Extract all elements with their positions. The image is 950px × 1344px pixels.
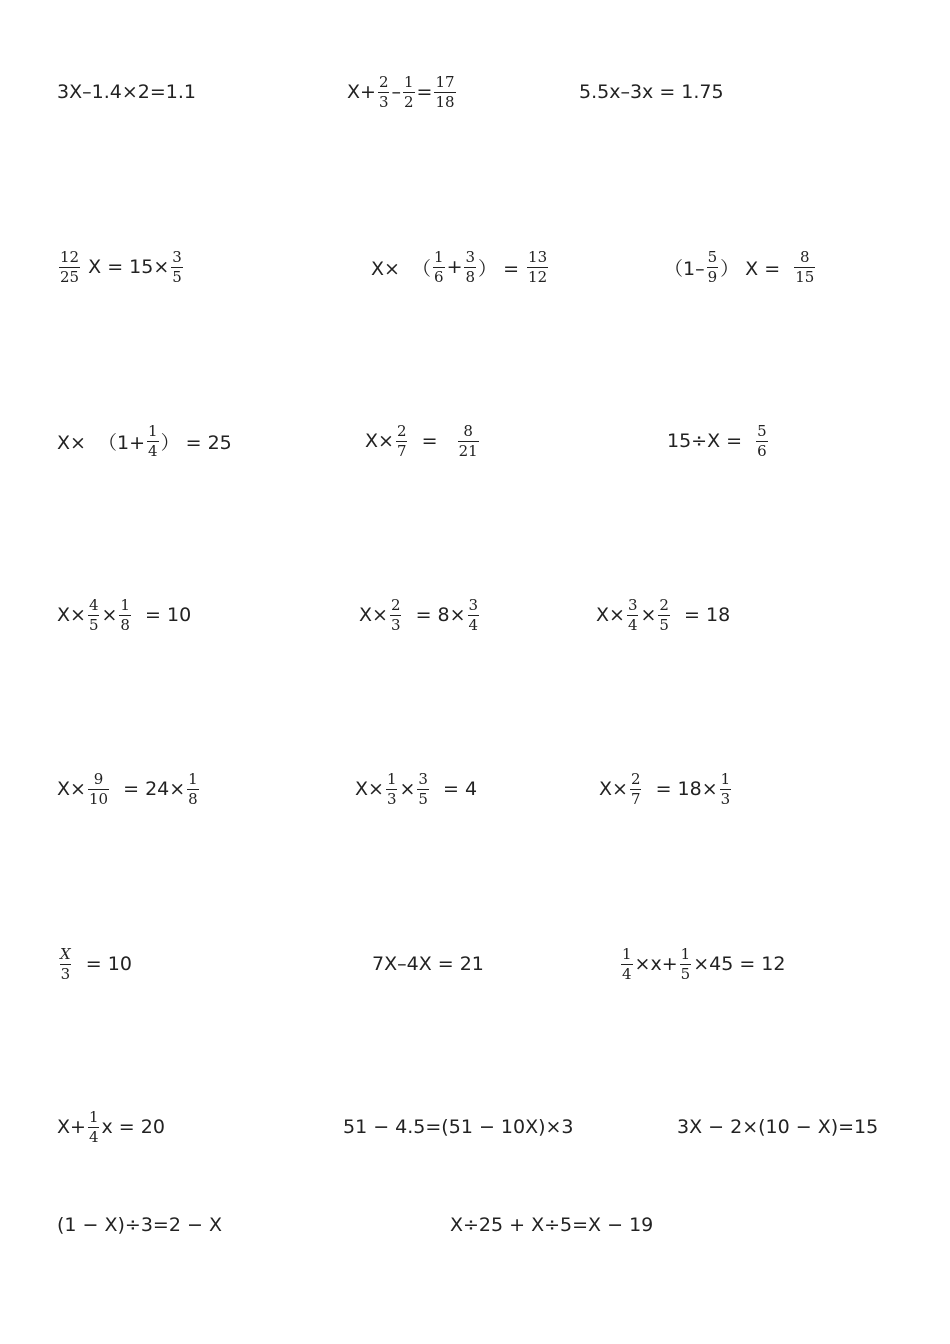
fraction xyxy=(386,771,398,808)
denominator: 6 xyxy=(757,441,767,460)
equation-1 xyxy=(57,66,196,118)
equation-4 xyxy=(57,241,185,293)
equation-text: = 10 xyxy=(73,953,132,975)
equation-20 xyxy=(343,1101,574,1153)
equation-text: X+ xyxy=(57,1116,86,1138)
denominator: 10 xyxy=(88,789,109,808)
fraction xyxy=(378,74,390,111)
fraction xyxy=(88,771,109,808)
numerator: 1 xyxy=(120,595,130,614)
numerator: X xyxy=(60,944,71,963)
denominator: 7 xyxy=(396,441,407,460)
equation-12 xyxy=(596,589,730,641)
fraction xyxy=(390,597,402,634)
numerator: 2 xyxy=(630,769,641,788)
numerator: 3 xyxy=(627,595,638,614)
numerator: 3 xyxy=(418,769,428,788)
fraction xyxy=(468,597,480,634)
denominator: 12 xyxy=(528,267,548,286)
equation-23 xyxy=(450,1199,653,1251)
equation-text: 3X − 2×(10 − X)=15 xyxy=(677,1116,879,1138)
numerator: 9 xyxy=(93,769,104,788)
denominator: 3 xyxy=(60,964,71,983)
fraction xyxy=(147,423,159,460)
fraction xyxy=(794,249,815,286)
numerator: 1 xyxy=(188,769,198,788)
denominator: 15 xyxy=(795,267,815,286)
equation-text: = xyxy=(409,430,456,452)
equation-6 xyxy=(664,241,817,293)
numerator: 1 xyxy=(403,72,414,91)
denominator: 5 xyxy=(659,615,669,634)
denominator: 25 xyxy=(60,267,80,286)
fraction xyxy=(417,771,429,808)
equation-text: X× xyxy=(596,604,625,626)
equation-text: = xyxy=(416,81,433,103)
equation-text: = 18× xyxy=(643,778,718,800)
numerator: 8 xyxy=(463,421,473,440)
numerator: 17 xyxy=(435,72,455,91)
equation-2 xyxy=(347,66,458,118)
fraction xyxy=(527,249,548,286)
equation-11 xyxy=(359,589,481,641)
equation-text: ×x+ xyxy=(634,953,678,975)
equation-text: = 24× xyxy=(111,778,186,800)
numerator: 5 xyxy=(757,421,767,440)
equation-15 xyxy=(599,763,733,815)
equation-text: X+ xyxy=(347,81,376,103)
equation-text: X× xyxy=(57,778,86,800)
numerator: 13 xyxy=(528,247,548,266)
fraction xyxy=(187,771,199,808)
denominator: 5 xyxy=(418,789,428,808)
denominator: 8 xyxy=(188,789,198,808)
equation-text: X× （ xyxy=(371,257,432,280)
equation-text: 7X–4X = 21 xyxy=(372,953,484,975)
fraction xyxy=(756,423,768,460)
denominator: 8 xyxy=(120,615,130,634)
denominator: 4 xyxy=(88,1127,99,1146)
equation-text: × xyxy=(640,604,657,626)
equation-text: ×45 = 12 xyxy=(693,953,786,975)
equation-16 xyxy=(57,938,132,990)
fraction xyxy=(119,597,131,634)
denominator: 9 xyxy=(707,267,718,286)
numerator: 3 xyxy=(465,247,476,266)
denominator: 3 xyxy=(378,92,389,111)
equation-text: × xyxy=(399,778,416,800)
numerator: 1 xyxy=(680,944,691,963)
equation-10 xyxy=(57,589,191,641)
numerator: 1 xyxy=(622,944,632,963)
equation-text: X× xyxy=(599,778,628,800)
equation-13 xyxy=(57,763,201,815)
equation-text: X× xyxy=(57,604,86,626)
fraction xyxy=(658,597,670,634)
equation-text: X× xyxy=(359,604,388,626)
denominator: 8 xyxy=(465,267,476,286)
equation-text: （1– xyxy=(664,257,705,280)
fraction xyxy=(627,597,639,634)
numerator: 1 xyxy=(720,769,731,788)
numerator: 1 xyxy=(386,769,397,788)
fraction xyxy=(621,946,633,983)
numerator: 3 xyxy=(468,595,479,614)
fraction xyxy=(88,1109,100,1146)
fraction xyxy=(396,423,408,460)
denominator: 18 xyxy=(435,92,455,111)
equation-17 xyxy=(372,938,484,990)
fraction xyxy=(720,771,732,808)
fraction xyxy=(464,249,476,286)
denominator: 4 xyxy=(148,441,158,460)
fraction xyxy=(171,249,183,286)
equation-text: ） = 25 xyxy=(160,431,232,454)
equation-text: X× xyxy=(365,430,394,452)
fraction xyxy=(458,423,479,460)
denominator: 3 xyxy=(720,789,731,808)
equation-text: 15÷X = xyxy=(667,430,755,452)
equation-text: + xyxy=(446,256,463,278)
numerator: 8 xyxy=(800,247,810,266)
equation-7 xyxy=(57,415,232,467)
equation-22 xyxy=(57,1199,222,1251)
denominator: 5 xyxy=(88,615,99,634)
numerator: 2 xyxy=(396,421,407,440)
equation-text: ） = xyxy=(478,257,526,280)
equation-text: = 4 xyxy=(430,778,478,800)
equation-text: = 8× xyxy=(403,604,466,626)
equation-text: = 18 xyxy=(671,604,731,626)
denominator: 4 xyxy=(622,964,632,983)
fraction xyxy=(630,771,642,808)
equation-text: ） X = xyxy=(720,257,793,280)
equation-14 xyxy=(355,763,477,815)
numerator: 2 xyxy=(378,72,389,91)
equation-text: × xyxy=(101,604,118,626)
numerator: 4 xyxy=(88,595,99,614)
denominator: 7 xyxy=(630,789,641,808)
fraction xyxy=(403,74,415,111)
equation-text: – xyxy=(391,81,401,103)
equation-3 xyxy=(579,66,724,118)
equation-text: X× （1+ xyxy=(57,431,146,454)
fraction xyxy=(680,946,692,983)
numerator: 2 xyxy=(390,595,401,614)
equation-text: = 10 xyxy=(132,604,192,626)
denominator: 3 xyxy=(386,789,397,808)
denominator: 3 xyxy=(390,615,401,634)
equation-19 xyxy=(57,1101,165,1153)
denominator: 4 xyxy=(468,615,479,634)
equation-text: 51 − 4.5=(51 − 10X)×3 xyxy=(343,1116,574,1138)
denominator: 21 xyxy=(458,441,478,460)
numerator: 1 xyxy=(148,421,158,440)
denominator: 5 xyxy=(172,267,182,286)
denominator: 4 xyxy=(627,615,638,634)
numerator: 1 xyxy=(434,247,444,266)
fraction xyxy=(707,249,719,286)
equation-5 xyxy=(371,241,550,293)
equation-text: (1 − X)÷3=2 − X xyxy=(57,1214,222,1236)
numerator: 12 xyxy=(60,247,80,266)
numerator: 1 xyxy=(88,1107,99,1126)
equation-text: X× xyxy=(355,778,384,800)
equation-text: X÷25 + X÷5=X − 19 xyxy=(450,1214,654,1236)
equation-text: X = 15× xyxy=(82,256,170,278)
equation-text: 3X–1.4×2=1.1 xyxy=(57,81,196,103)
equation-8 xyxy=(365,415,481,467)
equation-21 xyxy=(677,1101,878,1153)
fraction xyxy=(434,74,455,111)
numerator: 3 xyxy=(172,247,182,266)
numerator: 5 xyxy=(707,247,718,266)
numerator: 2 xyxy=(659,595,669,614)
fraction xyxy=(88,597,100,634)
fraction xyxy=(59,946,72,983)
equation-text: x = 20 xyxy=(101,1116,165,1138)
equation-18 xyxy=(619,938,785,990)
fraction xyxy=(59,249,80,286)
fraction xyxy=(433,249,445,286)
denominator: 2 xyxy=(403,92,414,111)
equation-9 xyxy=(667,415,770,467)
denominator: 5 xyxy=(680,964,691,983)
denominator: 6 xyxy=(434,267,444,286)
equation-text: 5.5x–3x = 1.75 xyxy=(579,81,724,103)
